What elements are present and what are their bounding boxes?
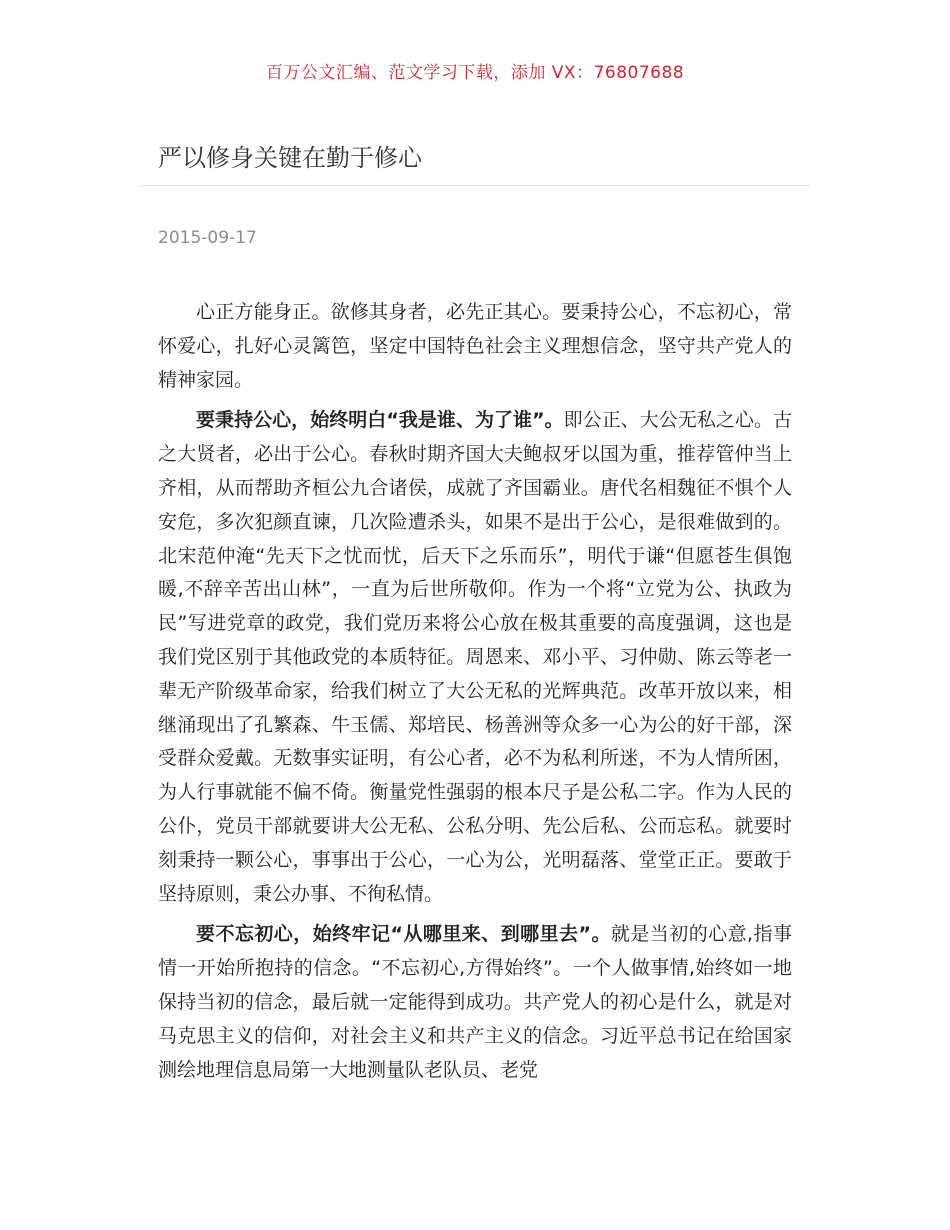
paragraph-lead: 要秉持公心，始终明白“我是谁、为了谁”。 (196, 409, 564, 432)
article-body (158, 296, 792, 1094)
paragraph-text: 就是当初的心意,指事情一开始所抱持的信念。“不忘初心,方得始终”。一个人做事情,始终如一地保持当初的信念，最后就一定能得到成功。共产党人的初心是什么，就是对马克思主义的信仰，对社会主义和共产主义的信念。习近平总书记在给国家测绘地理信息局第一大地测量队老队员、老党 (158, 923, 792, 1081)
paragraph-3 (158, 918, 792, 1087)
paragraph-text: 即公正、大公无私之心。古之大贤者，必出于公心。春秋时期齐国大夫鲍叔牙以国为重，推荐管仲当上齐相，从而帮助齐桓公九合诸侯，成就了齐国霸业。唐代名相魏征不惧个人安危，多次犯颜直谏，几次险遭杀头，如果不是出于公心，是很难做到的。北宋范仲淹“先天下之忧而忧，后天下之乐而乐”，明代于谦“但愿苍生俱饱暖,不辞辛苦出山林”，一直为后世所敬仰。作为一个将“立党为公、执政为民”写进党章的政党，我们党历来将公心放在极其重要的高度强调，这也是我们党区别于其他政党的本质特征。周恩来、邓小平、习仲勋、陈云等老一辈无产阶级革命家，给我们树立了大公无私的光辉典范。改革开放以来，相继涌现出了孔繁森、牛玉儒、郑培民、杨善洲等众多一心为公的好干部，深受群众爱戴。无数事实证明，有公心者，必不为私利所迷，不为人情所困，为人行事就能不偏不倚。衡量党性强弱的根本尺子是公私二字。作为人民的公仆，党员干部就要讲大公无私、公私分明、先公后私、公而忘私。就要时刻秉持一颗公心，事事出于公心，一心为公，光明磊落、堂堂正正。要敢于坚持原则，秉公办事、不徇私情。 (158, 409, 792, 905)
title-divider (140, 185, 810, 186)
paragraph-1 (158, 296, 792, 397)
paragraph-text: 心正方能身正。欲修其身者，必先正其心。要秉持公心，不忘初心，常怀爱心，扎好心灵篱笆，坚定中国特色社会主义理想信念，坚守共产党人的精神家园。 (158, 301, 792, 391)
article-title: 严以修身关键在勤于修心 (158, 144, 422, 172)
paragraph-2 (158, 404, 792, 911)
paragraph-lead: 要不忘初心，始终牢记“从哪里来、到哪里去”。 (196, 923, 611, 946)
header-banner: 百万公文汇编、范文学习下载，添加 VX：76807688 (265, 63, 685, 83)
publish-date: 2015-09-17 (158, 228, 257, 248)
